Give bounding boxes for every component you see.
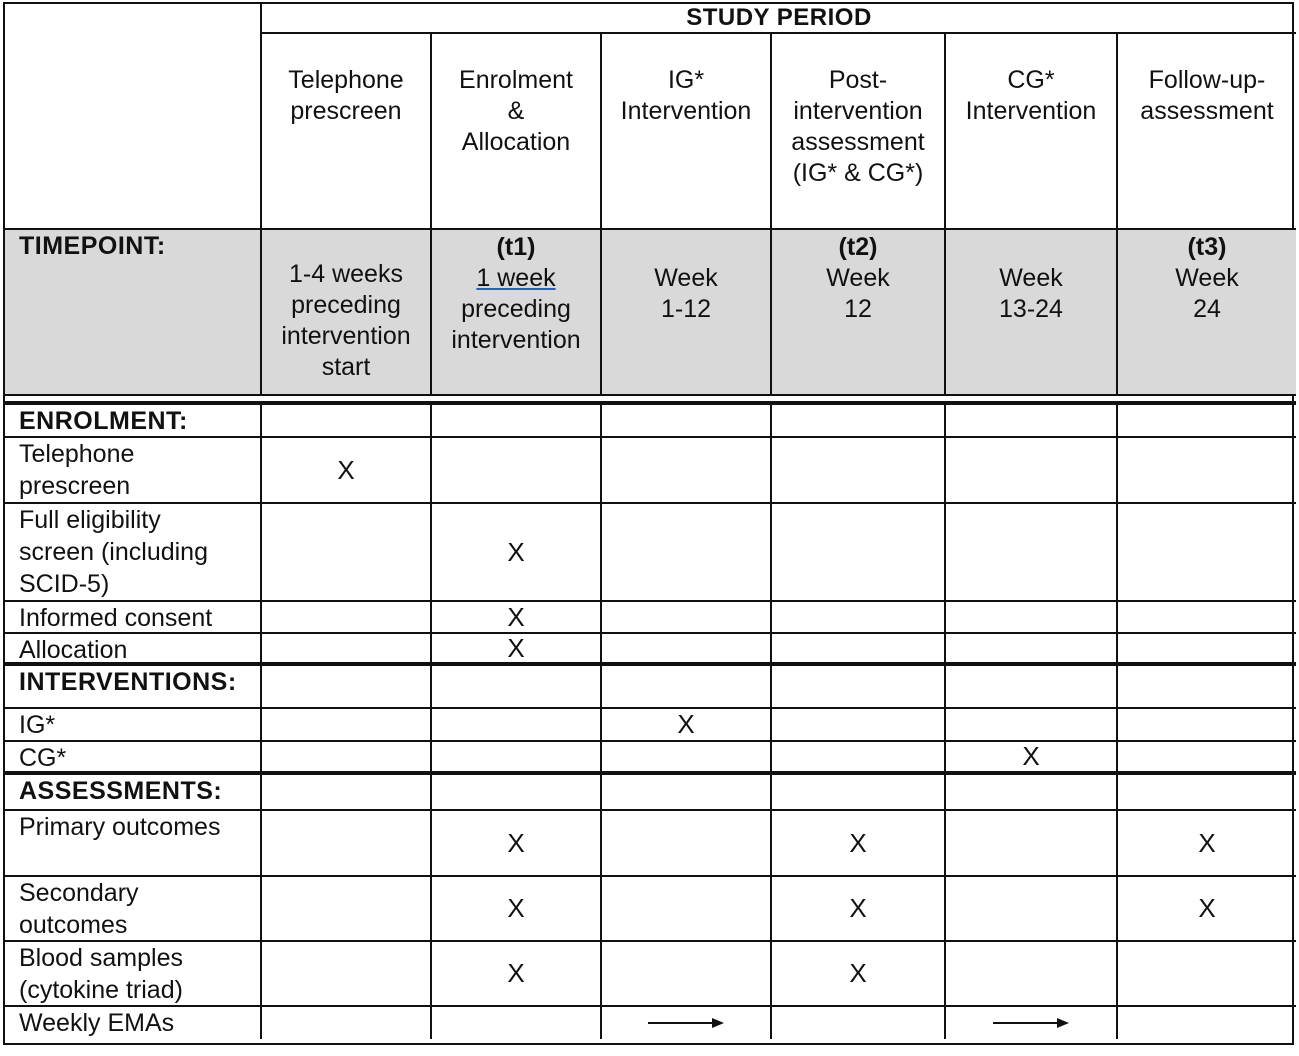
mark-cell: X: [772, 811, 946, 877]
spirit-schedule-table: [3, 2, 1294, 1045]
col-header-cg-intervention: CG* Intervention: [946, 34, 1118, 230]
timepoint-code: (t3): [1187, 233, 1227, 261]
arrow-right-icon: [646, 1016, 726, 1030]
mark-cell: X: [602, 709, 772, 742]
row-label-allocation: Allocation: [5, 634, 262, 666]
row-label-telephone-prescreen: Telephone prescreen: [5, 438, 262, 504]
row-label-primary-outcomes: Primary outcomes: [5, 811, 262, 877]
row-label-weekly-emas: Weekly EMAs: [5, 1007, 262, 1039]
col-header-ig-intervention: IG* Intervention: [602, 34, 772, 230]
col-header-enrolment: Enrolment & Allocation: [432, 34, 602, 230]
mark-cell: X: [432, 602, 602, 634]
ema-arrow-cg: [946, 1007, 1118, 1039]
ema-arrow-ig: [602, 1007, 772, 1039]
timepoint-code: (t1): [496, 233, 536, 261]
study-period-heading: STUDY PERIOD: [262, 4, 1296, 34]
row-label-full-eligibility: Full eligibility screen (including SCID-5): [5, 504, 262, 602]
section-interventions: INTERVENTIONS:: [5, 666, 262, 709]
timepoint-enrolment: (t1) 1 week preceding intervention: [432, 230, 602, 396]
mark-cell: X: [1118, 811, 1296, 877]
mark-cell: X: [432, 942, 602, 1007]
mark-cell: X: [432, 504, 602, 602]
row-label-cg: CG*: [5, 742, 262, 775]
timepoint-follow-up: (t3) Week 24: [1118, 230, 1296, 396]
row-label-ig: IG*: [5, 709, 262, 742]
timepoint-code: (t2): [838, 233, 878, 261]
section-assessments: ASSESSMENTS:: [5, 775, 262, 811]
timepoint-label: TIMEPOINT:: [5, 230, 262, 396]
col-header-follow-up: Follow-up- assessment: [1118, 34, 1296, 230]
row-label-informed-consent: Informed consent: [5, 602, 262, 634]
timepoint-ig-intervention: Week 1-12: [602, 230, 772, 396]
double-rule-divider: [5, 396, 1296, 405]
row-label-secondary-outcomes: Secondary outcomes: [5, 877, 262, 942]
mark-cell: X: [946, 742, 1118, 775]
mark-cell: X: [772, 942, 946, 1007]
section-enrolment: ENROLMENT:: [5, 405, 262, 438]
mark-cell: X: [772, 877, 946, 942]
corner-cell: [5, 4, 262, 230]
mark-cell: X: [432, 877, 602, 942]
mark-cell: X: [262, 438, 432, 504]
mark-cell: X: [432, 811, 602, 877]
col-header-telephone-prescreen: Telephone prescreen: [262, 34, 432, 230]
row-label-blood-samples: Blood samples (cytokine triad): [5, 942, 262, 1007]
mark-cell: X: [432, 634, 602, 666]
arrow-right-icon: [991, 1016, 1071, 1030]
mark-cell: X: [1118, 877, 1296, 942]
timepoint-telephone-prescreen: 1-4 weeks preceding intervention start: [262, 230, 432, 396]
timepoint-cg-intervention: Week 13-24: [946, 230, 1118, 396]
col-header-post-intervention: Post- intervention assessment (IG* & CG*): [772, 34, 946, 230]
timepoint-post-intervention: (t2) Week 12: [772, 230, 946, 396]
